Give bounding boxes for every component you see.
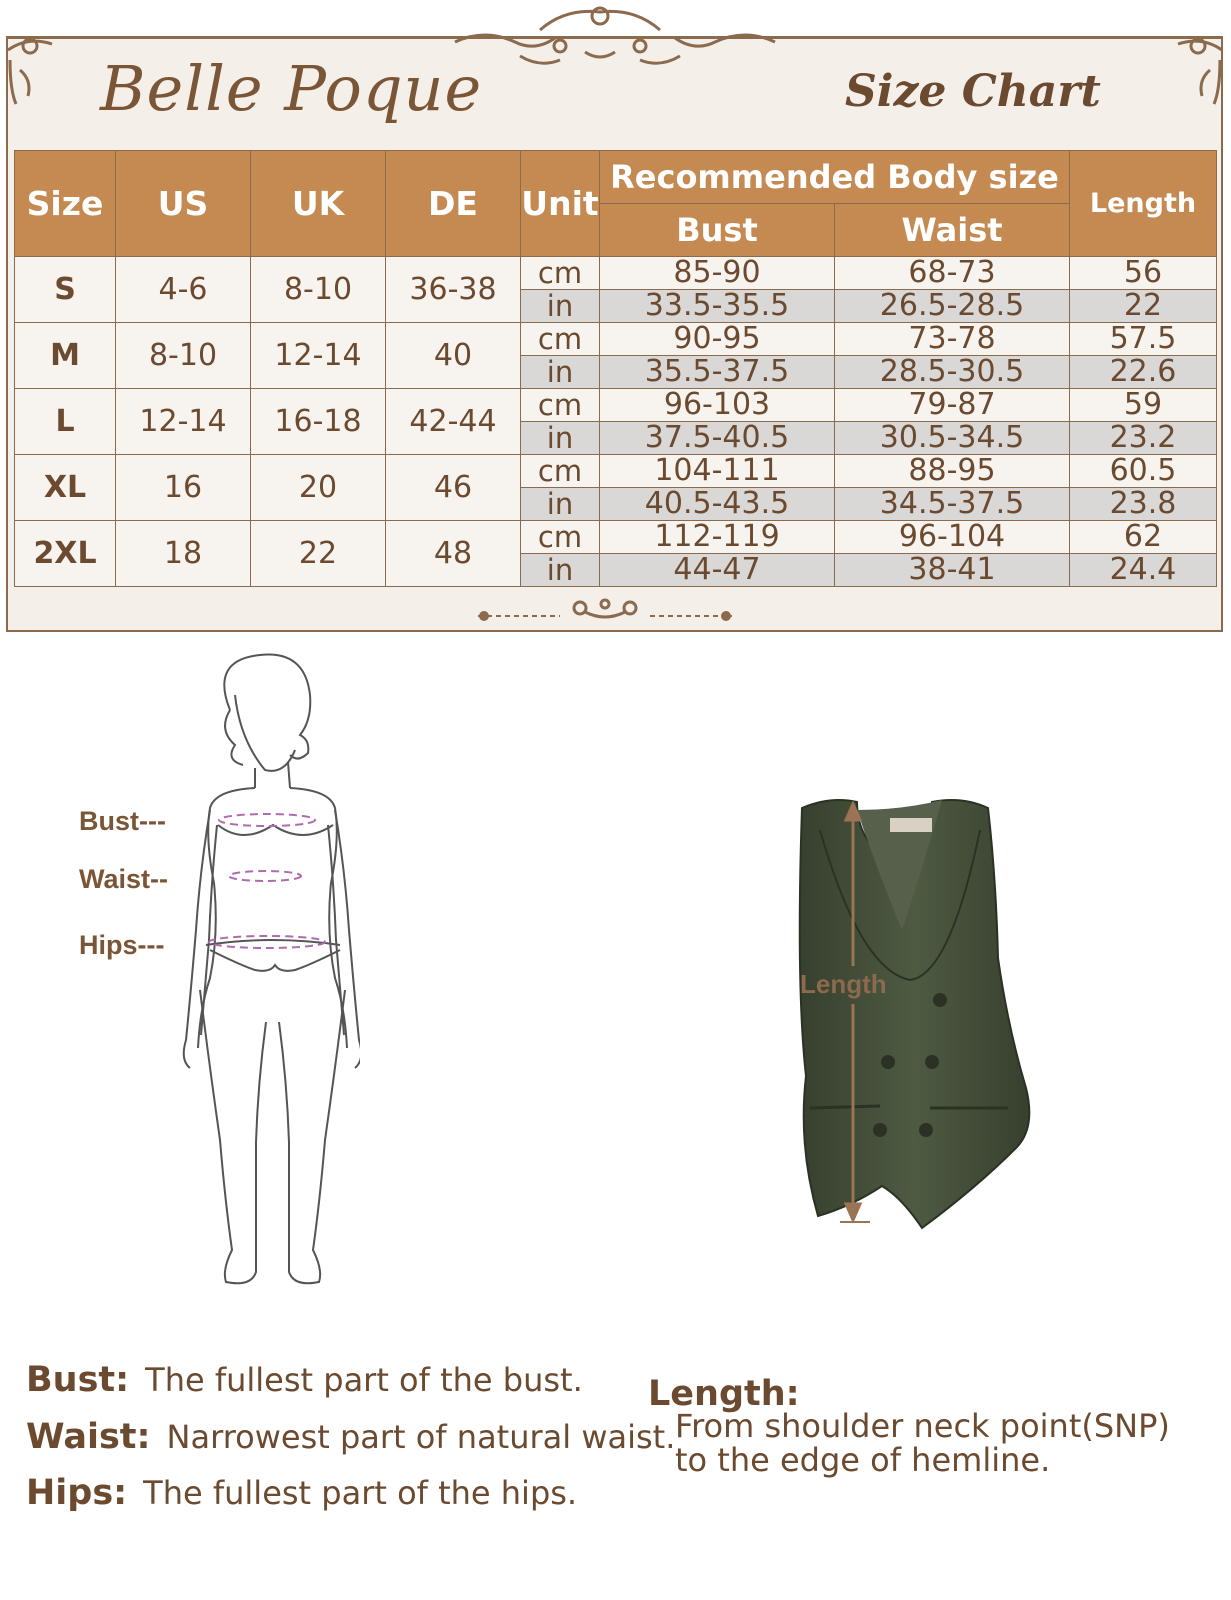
cell-size: L <box>15 389 116 455</box>
header-length: Length <box>1070 151 1217 257</box>
label-length: Length <box>800 969 887 999</box>
definition-waist <box>26 1417 675 1457</box>
header-recommended: Recommended Body size <box>600 151 1070 204</box>
cell-unit: in <box>521 290 600 323</box>
table-row <box>15 389 1217 422</box>
corner-ornament-right-icon <box>1178 39 1222 104</box>
definition-term-bust: Bust: <box>26 1360 130 1400</box>
cell-waist: 30.5-34.5 <box>835 422 1070 455</box>
cell-unit: cm <box>521 389 600 422</box>
cell-uk: 8-10 <box>251 257 386 323</box>
label-bust: Bust--- <box>79 806 166 836</box>
label-hips: Hips--- <box>79 930 165 960</box>
cell-length: 23.2 <box>1070 422 1217 455</box>
cell-unit: cm <box>521 323 600 356</box>
header-unit: Unit <box>521 151 600 257</box>
cell-length: 59 <box>1070 389 1217 422</box>
cell-length: 23.8 <box>1070 488 1217 521</box>
cell-bust: 40.5-43.5 <box>600 488 835 521</box>
cell-uk: 12-14 <box>251 323 386 389</box>
brand-logo: Belle Poque <box>100 52 483 125</box>
cell-length: 24.4 <box>1070 554 1217 587</box>
definition-term-hips: Hips: <box>26 1473 128 1513</box>
header-uk: UK <box>251 151 386 257</box>
definition-text-waist: Narrowest part of natural waist. <box>166 1418 676 1456</box>
definition-bust <box>26 1360 583 1400</box>
cell-waist: 73-78 <box>835 323 1070 356</box>
definition-hips <box>26 1473 577 1513</box>
table-row <box>15 521 1217 554</box>
cell-bust: 85-90 <box>600 257 835 290</box>
cell-waist: 26.5-28.5 <box>835 290 1070 323</box>
table-row <box>15 257 1217 290</box>
cell-length: 22.6 <box>1070 356 1217 389</box>
chart-title: Size Chart <box>845 66 1101 117</box>
cell-waist: 68-73 <box>835 257 1070 290</box>
cell-de: 46 <box>386 455 521 521</box>
cell-size: S <box>15 257 116 323</box>
definition-text-hips: The fullest part of the hips. <box>143 1474 578 1512</box>
header-waist: Waist <box>835 204 1070 257</box>
table-row <box>15 455 1217 488</box>
cell-bust: 96-103 <box>600 389 835 422</box>
cell-bust: 37.5-40.5 <box>600 422 835 455</box>
cell-unit: in <box>521 488 600 521</box>
cell-waist: 34.5-37.5 <box>835 488 1070 521</box>
cell-waist: 79-87 <box>835 389 1070 422</box>
cell-unit: cm <box>521 455 600 488</box>
cell-bust: 104-111 <box>600 455 835 488</box>
cell-us: 12-14 <box>116 389 251 455</box>
cell-length: 57.5 <box>1070 323 1217 356</box>
header-de: DE <box>386 151 521 257</box>
cell-us: 4-6 <box>116 257 251 323</box>
cell-de: 40 <box>386 323 521 389</box>
definition-term-waist: Waist: <box>26 1417 151 1457</box>
cell-uk: 22 <box>251 521 386 587</box>
table-row <box>15 323 1217 356</box>
cell-de: 48 <box>386 521 521 587</box>
body-measurement-figure-icon <box>170 650 360 1300</box>
size-table <box>14 150 1217 587</box>
cell-bust: 90-95 <box>600 323 835 356</box>
cell-unit: in <box>521 356 600 389</box>
cell-size: XL <box>15 455 116 521</box>
cell-length: 60.5 <box>1070 455 1217 488</box>
crest-ornament-icon <box>455 8 775 63</box>
cell-waist: 96-104 <box>835 521 1070 554</box>
cell-length: 56 <box>1070 257 1217 290</box>
cell-unit: in <box>521 422 600 455</box>
cell-uk: 20 <box>251 455 386 521</box>
cell-waist: 38-41 <box>835 554 1070 587</box>
header-bust: Bust <box>600 204 835 257</box>
cell-size: 2XL <box>15 521 116 587</box>
definition-term-length: Length: <box>648 1374 800 1414</box>
cell-us: 16 <box>116 455 251 521</box>
cell-us: 8-10 <box>116 323 251 389</box>
definition-text-length: From shoulder neck point(SNP) to the edge of hemline. <box>675 1407 1170 1479</box>
cell-de: 42-44 <box>386 389 521 455</box>
vest-image-icon <box>780 790 1040 1230</box>
header-size: Size <box>15 151 116 257</box>
cell-size: M <box>15 323 116 389</box>
corner-ornament-left-icon <box>8 39 52 104</box>
cell-unit: cm <box>521 257 600 290</box>
cell-bust: 33.5-35.5 <box>600 290 835 323</box>
cell-bust: 112-119 <box>600 521 835 554</box>
header-us: US <box>116 151 251 257</box>
bottom-divider-ornament-icon <box>478 600 732 620</box>
cell-waist: 88-95 <box>835 455 1070 488</box>
cell-de: 36-38 <box>386 257 521 323</box>
cell-us: 18 <box>116 521 251 587</box>
cell-bust: 35.5-37.5 <box>600 356 835 389</box>
cell-uk: 16-18 <box>251 389 386 455</box>
cell-waist: 28.5-30.5 <box>835 356 1070 389</box>
definition-text-bust: The fullest part of the bust. <box>145 1361 583 1399</box>
cell-unit: cm <box>521 521 600 554</box>
label-waist: Waist-- <box>79 864 168 894</box>
cell-length: 22 <box>1070 290 1217 323</box>
cell-unit: in <box>521 554 600 587</box>
cell-bust: 44-47 <box>600 554 835 587</box>
cell-length: 62 <box>1070 521 1217 554</box>
